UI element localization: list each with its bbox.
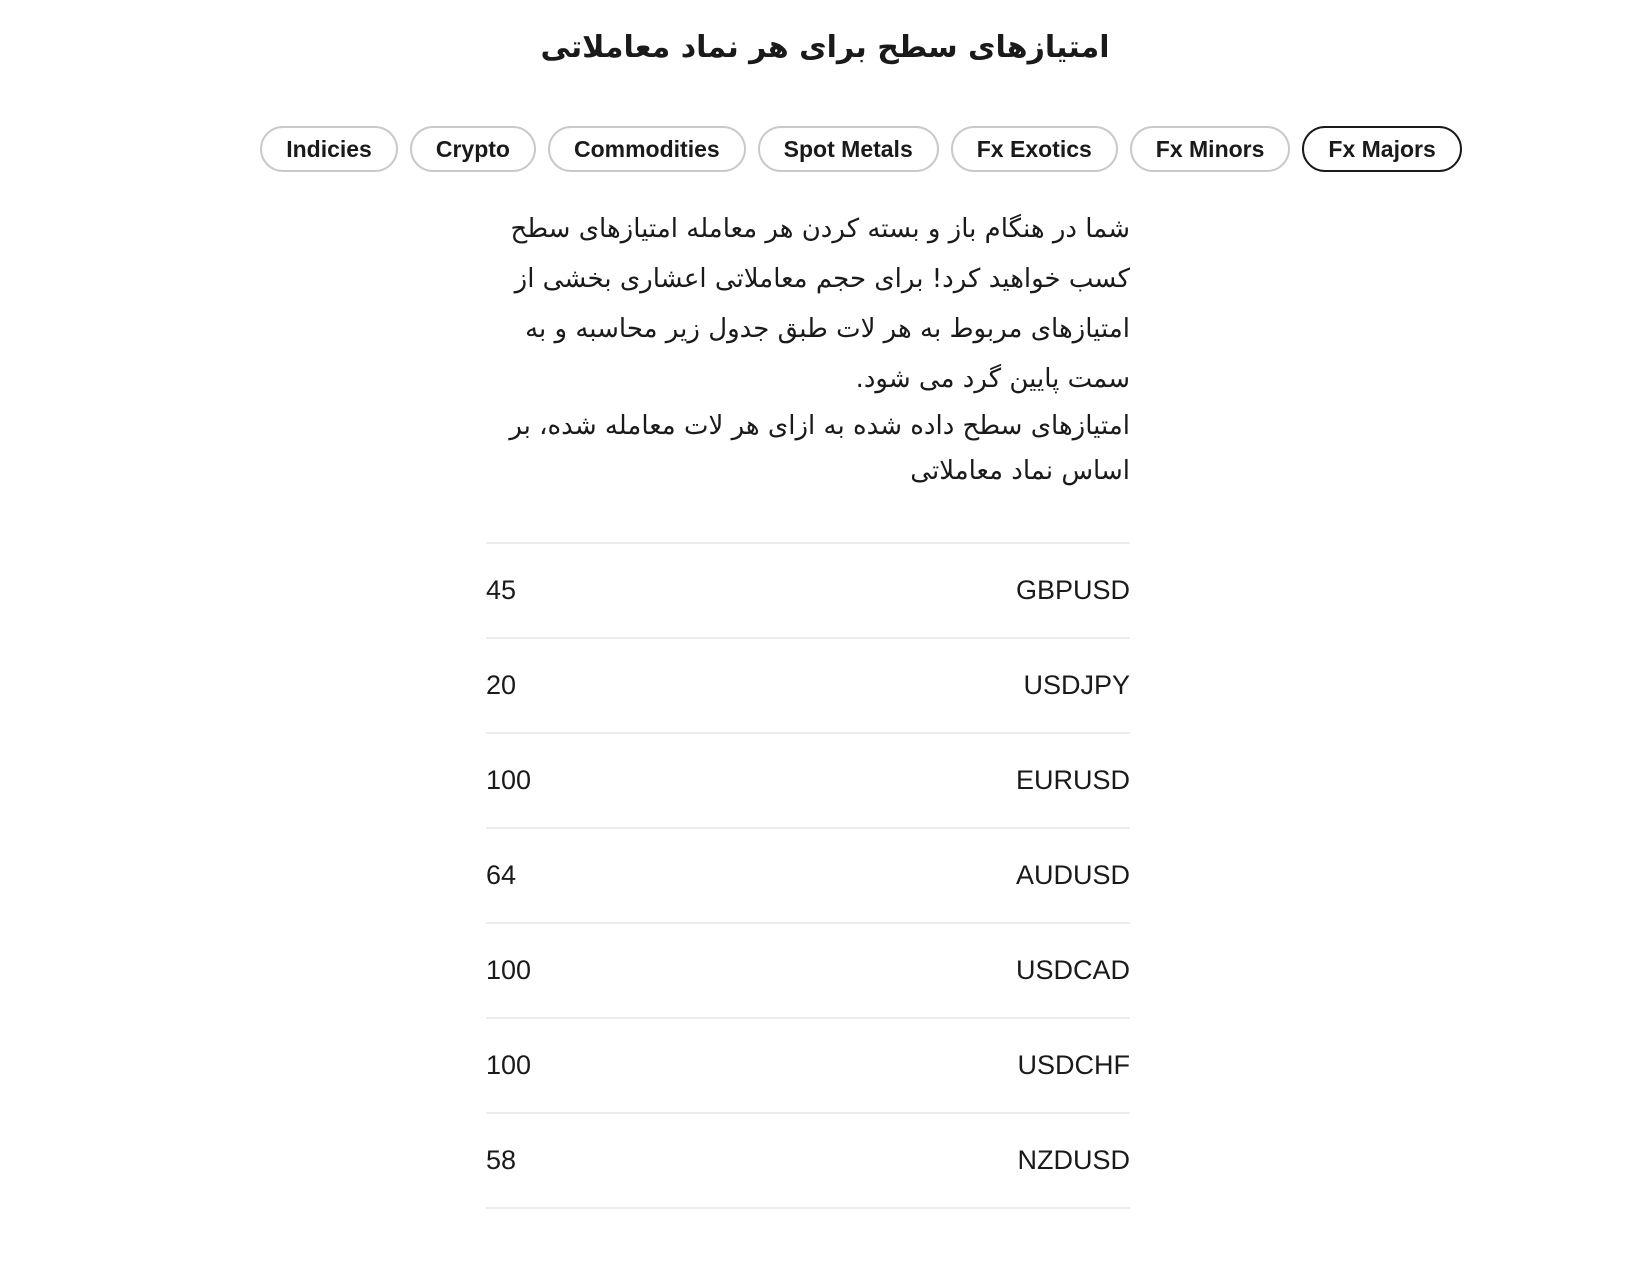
points-value: 58	[486, 1145, 517, 1175]
table-row	[486, 829, 1130, 924]
symbol-name: USDCAD	[1015, 955, 1130, 985]
tab-commodities[interactable]: Commodities	[548, 126, 746, 172]
table-row	[486, 924, 1130, 1019]
table-row	[486, 544, 1130, 639]
table-row	[486, 639, 1130, 734]
points-value: 64	[486, 860, 517, 890]
category-tabs	[0, 126, 1650, 172]
tab-fx-minors[interactable]: Fx Minors	[1130, 126, 1291, 172]
tab-crypto[interactable]: Crypto	[410, 126, 536, 172]
table-row	[486, 734, 1130, 829]
symbol-name: GBPUSD	[1015, 575, 1130, 605]
symbol-name: USDJPY	[1023, 670, 1130, 700]
tab-indicies[interactable]: Indicies	[260, 126, 398, 172]
tab-fx-exotics[interactable]: Fx Exotics	[951, 126, 1118, 172]
points-value: 20	[486, 670, 517, 700]
points-value: 100	[486, 765, 532, 795]
tab-fx-majors[interactable]: Fx Majors	[1302, 126, 1461, 172]
symbol-name: NZDUSD	[1017, 1145, 1130, 1175]
description-paragraph: شما در هنگام باز و بسته کردن هر معامله امتیازهای سطح کسب خواهید کرد! برای حجم معاملاتی اعشاری بخشی از امتیازهای مربوط به هر لات طبق جدول زیر محاسبه و به سمت پایین گرد می شود.	[510, 214, 1130, 394]
table-row	[486, 1114, 1130, 1209]
points-table	[486, 542, 1130, 1209]
points-value: 100	[486, 955, 532, 985]
symbol-name: USDCHF	[1017, 1050, 1130, 1080]
page-title: امتیازهای سطح برای هر نماد معاملاتی	[540, 30, 1110, 65]
table-row	[486, 1019, 1130, 1114]
symbol-name: AUDUSD	[1015, 860, 1130, 890]
description	[480, 204, 1130, 494]
points-value: 45	[486, 575, 517, 605]
points-value: 100	[486, 1050, 532, 1080]
tab-spot-metals[interactable]: Spot Metals	[758, 126, 939, 172]
table-caption: امتیازهای سطح داده شده به ازای هر لات معامله شده، بر اساس نماد معاملاتی	[509, 411, 1130, 486]
symbol-name: EURUSD	[1015, 765, 1130, 795]
